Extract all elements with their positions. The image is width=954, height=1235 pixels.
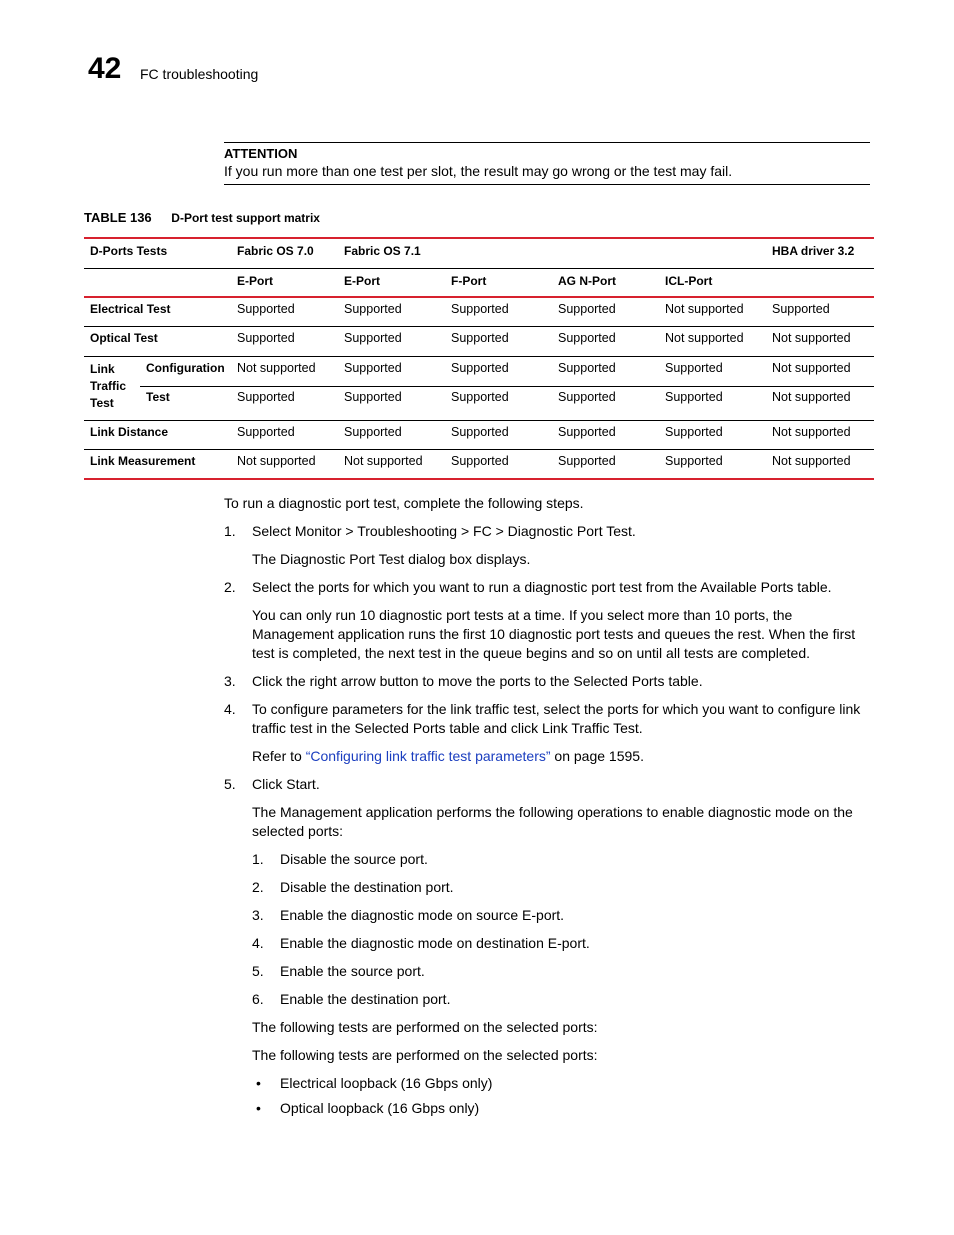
attention-text: If you run more than one test per slot, the result may go wrong or the test may fail. (224, 163, 733, 179)
table-cell: Supported (552, 356, 659, 386)
bullet-item: • Electrical loopback (16 Gbps only) (256, 1075, 493, 1091)
row-label: Link Measurement (90, 453, 196, 468)
table-cell: Supported (558, 330, 616, 345)
table-cell: Supported (665, 389, 723, 404)
table-cell: Not supported (344, 453, 423, 468)
bullet-icon: • (256, 1075, 261, 1091)
table-row (84, 449, 874, 479)
tests-intro: The following tests are performed on the selected ports: (252, 1019, 598, 1035)
table-cell: Not supported (772, 424, 851, 439)
table-title: D-Port test support matrix (171, 211, 320, 225)
table-row (84, 297, 874, 326)
table-row (84, 326, 874, 356)
step-2-note: You can only run 10 diagnostic port tests at a time. If you select more than 10 ports, the Management application runs the first 10 diagnostic port tests and queues the rest. When the first test is completed, the next test in the queue begins and so on until all tests are completed. (252, 607, 856, 661)
col-header-fos70: Fabric OS 7.0 (237, 244, 314, 258)
col-header-iclport: ICL-Port (665, 273, 713, 288)
row-label: Electrical Test (90, 302, 171, 316)
procedure-body (224, 494, 874, 1118)
table-cell: Supported (558, 424, 616, 439)
table-cell: Supported (451, 389, 509, 404)
attention-heading: ATTENTION (224, 146, 298, 161)
table-header-row-1 (84, 238, 874, 268)
operation-item: 3. Enable the diagnostic mode on source E-port. (252, 907, 565, 923)
row-label: Configuration (140, 356, 231, 386)
col-header-fport: F-Port (451, 273, 487, 288)
step-3: 3. Click the right arrow button to move the ports to the Selected Ports table. (224, 673, 703, 689)
row-label: Optical Test (90, 330, 158, 345)
step-1: 1. Select Monitor > Troubleshooting > FC > Diagnostic Port Test. (224, 523, 636, 539)
table-row (84, 356, 874, 386)
table-cell: Supported (344, 424, 402, 439)
table-cell: Supported (344, 330, 402, 345)
cross-reference-link[interactable]: “Configuring link traffic test parameters” (305, 748, 551, 764)
table-cell: Supported (451, 302, 509, 316)
table-cell: Supported (659, 356, 766, 386)
table-cell: Supported (237, 389, 295, 404)
table-number: TABLE 136 (84, 210, 152, 225)
step-1-note: The Diagnostic Port Test dialog box displays. (252, 551, 531, 567)
table-cell: Supported (344, 302, 402, 316)
step-4-note: Refer to “Configuring link traffic test parameters” on page 1595. (252, 748, 644, 764)
col-header-agnport: AG N-Port (558, 273, 616, 288)
table-cell: Supported (665, 424, 723, 439)
table-cell: Supported (237, 330, 295, 345)
col-header-hba: HBA driver 3.2 (772, 244, 855, 258)
ui-menu-path: Monitor > Troubleshooting > FC > Diagnostic Port Test (294, 523, 632, 539)
operation-item: 6. Enable the destination port. (252, 991, 451, 1007)
table-cell: Not supported (665, 330, 744, 345)
table-cell: Supported (451, 330, 509, 345)
row-label: Test (146, 389, 170, 404)
table-caption (84, 210, 320, 225)
step-4: 4. To configure parameters for the link traffic test, select the ports for which you want to configure link traffic test in the Selected Ports table and click Link Traffic Test. (224, 701, 861, 736)
row-group-label: Link Traffic Test (84, 356, 140, 420)
table-cell: Supported (772, 302, 830, 316)
table-cell: Supported (451, 453, 509, 468)
chapter-number: 42 (88, 52, 122, 85)
operation-item: 4. Enable the diagnostic mode on destination E-port. (252, 935, 590, 951)
table-cell: Not supported (237, 453, 316, 468)
table-cell: Supported (338, 356, 445, 386)
table-cell: Supported (237, 302, 295, 316)
operation-item: 1. Disable the source port. (252, 851, 428, 867)
chapter-title: FC troubleshooting (140, 66, 259, 82)
col-header-tests: D-Ports Tests (90, 244, 168, 258)
col-header-eport-71: E-Port (344, 273, 380, 288)
attention-box (224, 142, 870, 185)
table-cell: Supported (344, 389, 402, 404)
col-header-fos71: Fabric OS 7.1 (344, 244, 421, 258)
table-cell: Supported (445, 356, 552, 386)
operation-item: 5. Enable the source port. (252, 963, 425, 979)
table-cell: Not supported (766, 356, 874, 386)
bullet-item: • Optical loopback (16 Gbps only) (256, 1100, 480, 1116)
tests-intro-repeat: The following tests are performed on the selected ports: (252, 1047, 598, 1063)
table-cell: Not supported (772, 330, 851, 345)
table-cell: Supported (237, 424, 295, 439)
table-row (84, 420, 874, 449)
table-cell: Supported (558, 302, 616, 316)
table-cell: Supported (558, 453, 616, 468)
table-cell: Not supported (665, 302, 744, 316)
table-cell: Supported (665, 453, 723, 468)
table-cell: Not supported (772, 453, 851, 468)
table-header-row-2 (84, 268, 874, 297)
support-matrix-table (84, 237, 874, 480)
bullet-icon: • (256, 1100, 261, 1116)
intro-text: To run a diagnostic port test, complete the following steps. (224, 495, 584, 511)
step-5: 5. Click Start. (224, 776, 320, 792)
operation-item: 2. Disable the destination port. (252, 879, 454, 895)
col-header-eport-70: E-Port (237, 273, 273, 288)
row-label: Link Distance (90, 424, 169, 439)
table-row (84, 386, 874, 420)
table-cell: Not supported (231, 356, 338, 386)
table-cell: Not supported (772, 389, 851, 404)
step-5-note: The Management application performs the following operations to enable diagnostic mode on the selected ports: (252, 804, 853, 839)
table-cell: Supported (558, 389, 616, 404)
step-2: 2. Select the ports for which you want to run a diagnostic port test from the Available Ports table. (224, 579, 832, 595)
table-cell: Supported (451, 424, 509, 439)
